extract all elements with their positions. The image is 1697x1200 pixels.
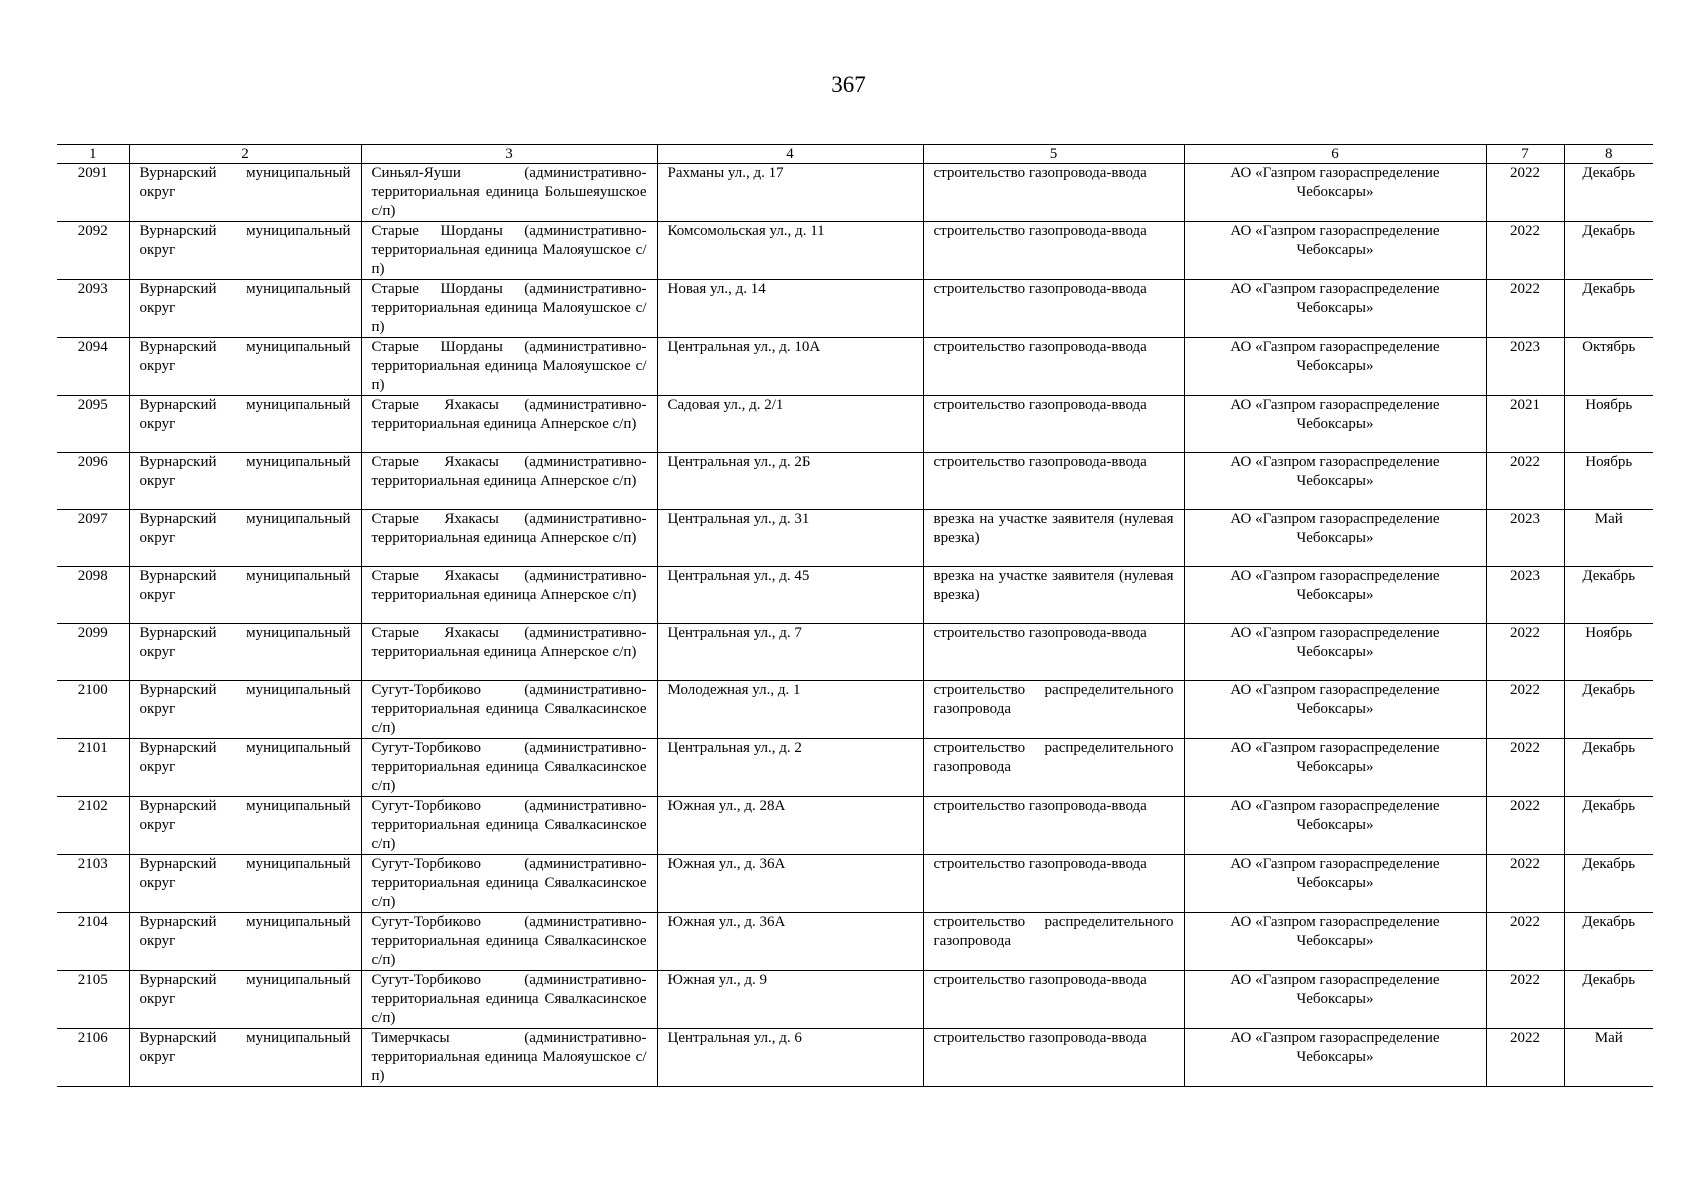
row-number: 2095: [57, 396, 129, 453]
work-type-cell: строительство газопровода-ввода: [923, 971, 1184, 1029]
work-type-cell: строительство газопровода-ввода: [923, 453, 1184, 510]
table-row: [57, 739, 1653, 797]
year-cell: 2022: [1486, 739, 1564, 797]
column-number: 5: [923, 145, 1184, 164]
settlement-cell: Старые Шорданы (административно-территориальная единица Малояушское с/п): [361, 280, 657, 338]
settlement-cell: Старые Яхакасы (административно-территориальная единица Апнерское с/п): [361, 453, 657, 510]
month-cell: Октябрь: [1564, 338, 1653, 396]
work-type-cell: строительство распределительного газопровода: [923, 913, 1184, 971]
row-number: 2100: [57, 681, 129, 739]
organization-cell: АО «Газпром газораспределение Чебоксары»: [1184, 797, 1486, 855]
year-cell: 2022: [1486, 624, 1564, 681]
year-cell: 2023: [1486, 567, 1564, 624]
work-type-cell: строительство газопровода-ввода: [923, 396, 1184, 453]
row-number: 2092: [57, 222, 129, 280]
year-cell: 2023: [1486, 338, 1564, 396]
table-row: [57, 338, 1653, 396]
work-type-cell: врезка на участке заявителя (нулевая врезка): [923, 510, 1184, 567]
district-cell: Вурнарский муниципальный округ: [129, 1029, 361, 1087]
row-number: 2093: [57, 280, 129, 338]
page-number: 367: [831, 72, 866, 97]
column-number: 8: [1564, 145, 1653, 164]
month-cell: Декабрь: [1564, 280, 1653, 338]
address-cell: Центральная ул., д. 2: [657, 739, 923, 797]
address-cell: Центральная ул., д. 10А: [657, 338, 923, 396]
district-cell: Вурнарский муниципальный округ: [129, 739, 361, 797]
organization-cell: АО «Газпром газораспределение Чебоксары»: [1184, 280, 1486, 338]
settlement-cell: Старые Шорданы (административно-территориальная единица Малояушское с/п): [361, 222, 657, 280]
table-row: [57, 855, 1653, 913]
organization-cell: АО «Газпром газораспределение Чебоксары»: [1184, 913, 1486, 971]
table-row: [57, 222, 1653, 280]
year-cell: 2021: [1486, 396, 1564, 453]
table-row: [57, 1029, 1653, 1087]
row-number: 2104: [57, 913, 129, 971]
settlement-cell: Старые Яхакасы (административно-территориальная единица Апнерское с/п): [361, 567, 657, 624]
row-number: 2101: [57, 739, 129, 797]
settlement-cell: Синьял-Яуши (административно-территориальная единица Большеяушское с/п): [361, 164, 657, 222]
organization-cell: АО «Газпром газораспределение Чебоксары»: [1184, 855, 1486, 913]
column-number: 6: [1184, 145, 1486, 164]
year-cell: 2022: [1486, 797, 1564, 855]
district-cell: Вурнарский муниципальный округ: [129, 567, 361, 624]
organization-cell: АО «Газпром газораспределение Чебоксары»: [1184, 1029, 1486, 1087]
district-cell: Вурнарский муниципальный округ: [129, 164, 361, 222]
settlement-cell: Сугут-Торбиково (административно-территориальная единица Сявалкасинское с/п): [361, 855, 657, 913]
district-cell: Вурнарский муниципальный округ: [129, 453, 361, 510]
address-cell: Южная ул., д. 28А: [657, 797, 923, 855]
table-row: [57, 510, 1653, 567]
settlement-cell: Сугут-Торбиково (административно-территориальная единица Сявалкасинское с/п): [361, 739, 657, 797]
year-cell: 2022: [1486, 222, 1564, 280]
year-cell: 2022: [1486, 164, 1564, 222]
table-row: [57, 164, 1653, 222]
work-type-cell: строительство распределительного газопровода: [923, 681, 1184, 739]
address-cell: Рахманы ул., д. 17: [657, 164, 923, 222]
work-type-cell: строительство газопровода-ввода: [923, 1029, 1184, 1087]
address-cell: Центральная ул., д. 31: [657, 510, 923, 567]
table-body: [57, 164, 1653, 1087]
address-cell: Центральная ул., д. 2Б: [657, 453, 923, 510]
column-number: 4: [657, 145, 923, 164]
district-cell: Вурнарский муниципальный округ: [129, 797, 361, 855]
year-cell: 2022: [1486, 280, 1564, 338]
column-number-row: [57, 145, 1653, 164]
organization-cell: АО «Газпром газораспределение Чебоксары»: [1184, 624, 1486, 681]
district-cell: Вурнарский муниципальный округ: [129, 681, 361, 739]
organization-cell: АО «Газпром газораспределение Чебоксары»: [1184, 396, 1486, 453]
work-type-cell: строительство газопровода-ввода: [923, 222, 1184, 280]
column-number: 3: [361, 145, 657, 164]
row-number: 2103: [57, 855, 129, 913]
month-cell: Декабрь: [1564, 797, 1653, 855]
month-cell: Декабрь: [1564, 164, 1653, 222]
address-cell: Молодежная ул., д. 1: [657, 681, 923, 739]
address-cell: Комсомольская ул., д. 11: [657, 222, 923, 280]
address-cell: Садовая ул., д. 2/1: [657, 396, 923, 453]
settlement-cell: Старые Яхакасы (административно-территориальная единица Апнерское с/п): [361, 624, 657, 681]
month-cell: Декабрь: [1564, 567, 1653, 624]
month-cell: Декабрь: [1564, 222, 1653, 280]
year-cell: 2022: [1486, 681, 1564, 739]
year-cell: 2022: [1486, 971, 1564, 1029]
month-cell: Ноябрь: [1564, 624, 1653, 681]
row-number: 2105: [57, 971, 129, 1029]
settlement-cell: Старые Шорданы (административно-территориальная единица Малояушское с/п): [361, 338, 657, 396]
column-number: 1: [57, 145, 129, 164]
address-cell: Южная ул., д. 9: [657, 971, 923, 1029]
year-cell: 2022: [1486, 913, 1564, 971]
row-number: 2106: [57, 1029, 129, 1087]
table-row: [57, 913, 1653, 971]
table-row: [57, 280, 1653, 338]
month-cell: Декабрь: [1564, 855, 1653, 913]
column-number: 2: [129, 145, 361, 164]
table-row: [57, 396, 1653, 453]
address-cell: Центральная ул., д. 7: [657, 624, 923, 681]
organization-cell: АО «Газпром газораспределение Чебоксары»: [1184, 510, 1486, 567]
district-cell: Вурнарский муниципальный округ: [129, 624, 361, 681]
organization-cell: АО «Газпром газораспределение Чебоксары»: [1184, 338, 1486, 396]
work-type-cell: строительство газопровода-ввода: [923, 855, 1184, 913]
organization-cell: АО «Газпром газораспределение Чебоксары»: [1184, 567, 1486, 624]
address-cell: Центральная ул., д. 45: [657, 567, 923, 624]
year-cell: 2022: [1486, 1029, 1564, 1087]
month-cell: Май: [1564, 1029, 1653, 1087]
table-row: [57, 971, 1653, 1029]
district-cell: Вурнарский муниципальный округ: [129, 222, 361, 280]
work-type-cell: строительство газопровода-ввода: [923, 797, 1184, 855]
district-cell: Вурнарский муниципальный округ: [129, 913, 361, 971]
settlement-cell: Тимерчкасы (административно-территориальная единица Малояушское с/п): [361, 1029, 657, 1087]
settlement-cell: Старые Яхакасы (административно-территориальная единица Апнерское с/п): [361, 510, 657, 567]
year-cell: 2022: [1486, 453, 1564, 510]
year-cell: 2022: [1486, 855, 1564, 913]
table-row: [57, 453, 1653, 510]
organization-cell: АО «Газпром газораспределение Чебоксары»: [1184, 222, 1486, 280]
district-cell: Вурнарский муниципальный округ: [129, 280, 361, 338]
settlement-cell: Сугут-Торбиково (административно-территориальная единица Сявалкасинское с/п): [361, 797, 657, 855]
district-cell: Вурнарский муниципальный округ: [129, 396, 361, 453]
district-cell: Вурнарский муниципальный округ: [129, 855, 361, 913]
row-number: 2097: [57, 510, 129, 567]
month-cell: Декабрь: [1564, 739, 1653, 797]
settlement-cell: Сугут-Торбиково (административно-территориальная единица Сявалкасинское с/п): [361, 913, 657, 971]
row-number: 2099: [57, 624, 129, 681]
table-row: [57, 681, 1653, 739]
row-number: 2098: [57, 567, 129, 624]
column-number: 7: [1486, 145, 1564, 164]
address-cell: Центральная ул., д. 6: [657, 1029, 923, 1087]
year-cell: 2023: [1486, 510, 1564, 567]
month-cell: Декабрь: [1564, 913, 1653, 971]
month-cell: Декабрь: [1564, 681, 1653, 739]
gasification-register-table: [57, 144, 1653, 1087]
organization-cell: АО «Газпром газораспределение Чебоксары»: [1184, 739, 1486, 797]
row-number: 2094: [57, 338, 129, 396]
work-type-cell: строительство газопровода-ввода: [923, 338, 1184, 396]
row-number: 2102: [57, 797, 129, 855]
district-cell: Вурнарский муниципальный округ: [129, 338, 361, 396]
address-cell: Южная ул., д. 36А: [657, 913, 923, 971]
table-row: [57, 624, 1653, 681]
table-row: [57, 567, 1653, 624]
address-cell: Новая ул., д. 14: [657, 280, 923, 338]
work-type-cell: строительство газопровода-ввода: [923, 164, 1184, 222]
row-number: 2091: [57, 164, 129, 222]
organization-cell: АО «Газпром газораспределение Чебоксары»: [1184, 971, 1486, 1029]
work-type-cell: строительство газопровода-ввода: [923, 280, 1184, 338]
organization-cell: АО «Газпром газораспределение Чебоксары»: [1184, 681, 1486, 739]
organization-cell: АО «Газпром газораспределение Чебоксары»: [1184, 164, 1486, 222]
work-type-cell: строительство газопровода-ввода: [923, 624, 1184, 681]
district-cell: Вурнарский муниципальный округ: [129, 510, 361, 567]
settlement-cell: Старые Яхакасы (административно-территориальная единица Апнерское с/п): [361, 396, 657, 453]
organization-cell: АО «Газпром газораспределение Чебоксары»: [1184, 453, 1486, 510]
settlement-cell: Сугут-Торбиково (административно-территориальная единица Сявалкасинское с/п): [361, 681, 657, 739]
month-cell: Май: [1564, 510, 1653, 567]
month-cell: Ноябрь: [1564, 453, 1653, 510]
table-row: [57, 797, 1653, 855]
month-cell: Декабрь: [1564, 971, 1653, 1029]
address-cell: Южная ул., д. 36А: [657, 855, 923, 913]
month-cell: Ноябрь: [1564, 396, 1653, 453]
work-type-cell: строительство распределительного газопровода: [923, 739, 1184, 797]
district-cell: Вурнарский муниципальный округ: [129, 971, 361, 1029]
work-type-cell: врезка на участке заявителя (нулевая врезка): [923, 567, 1184, 624]
row-number: 2096: [57, 453, 129, 510]
settlement-cell: Сугут-Торбиково (административно-территориальная единица Сявалкасинское с/п): [361, 971, 657, 1029]
